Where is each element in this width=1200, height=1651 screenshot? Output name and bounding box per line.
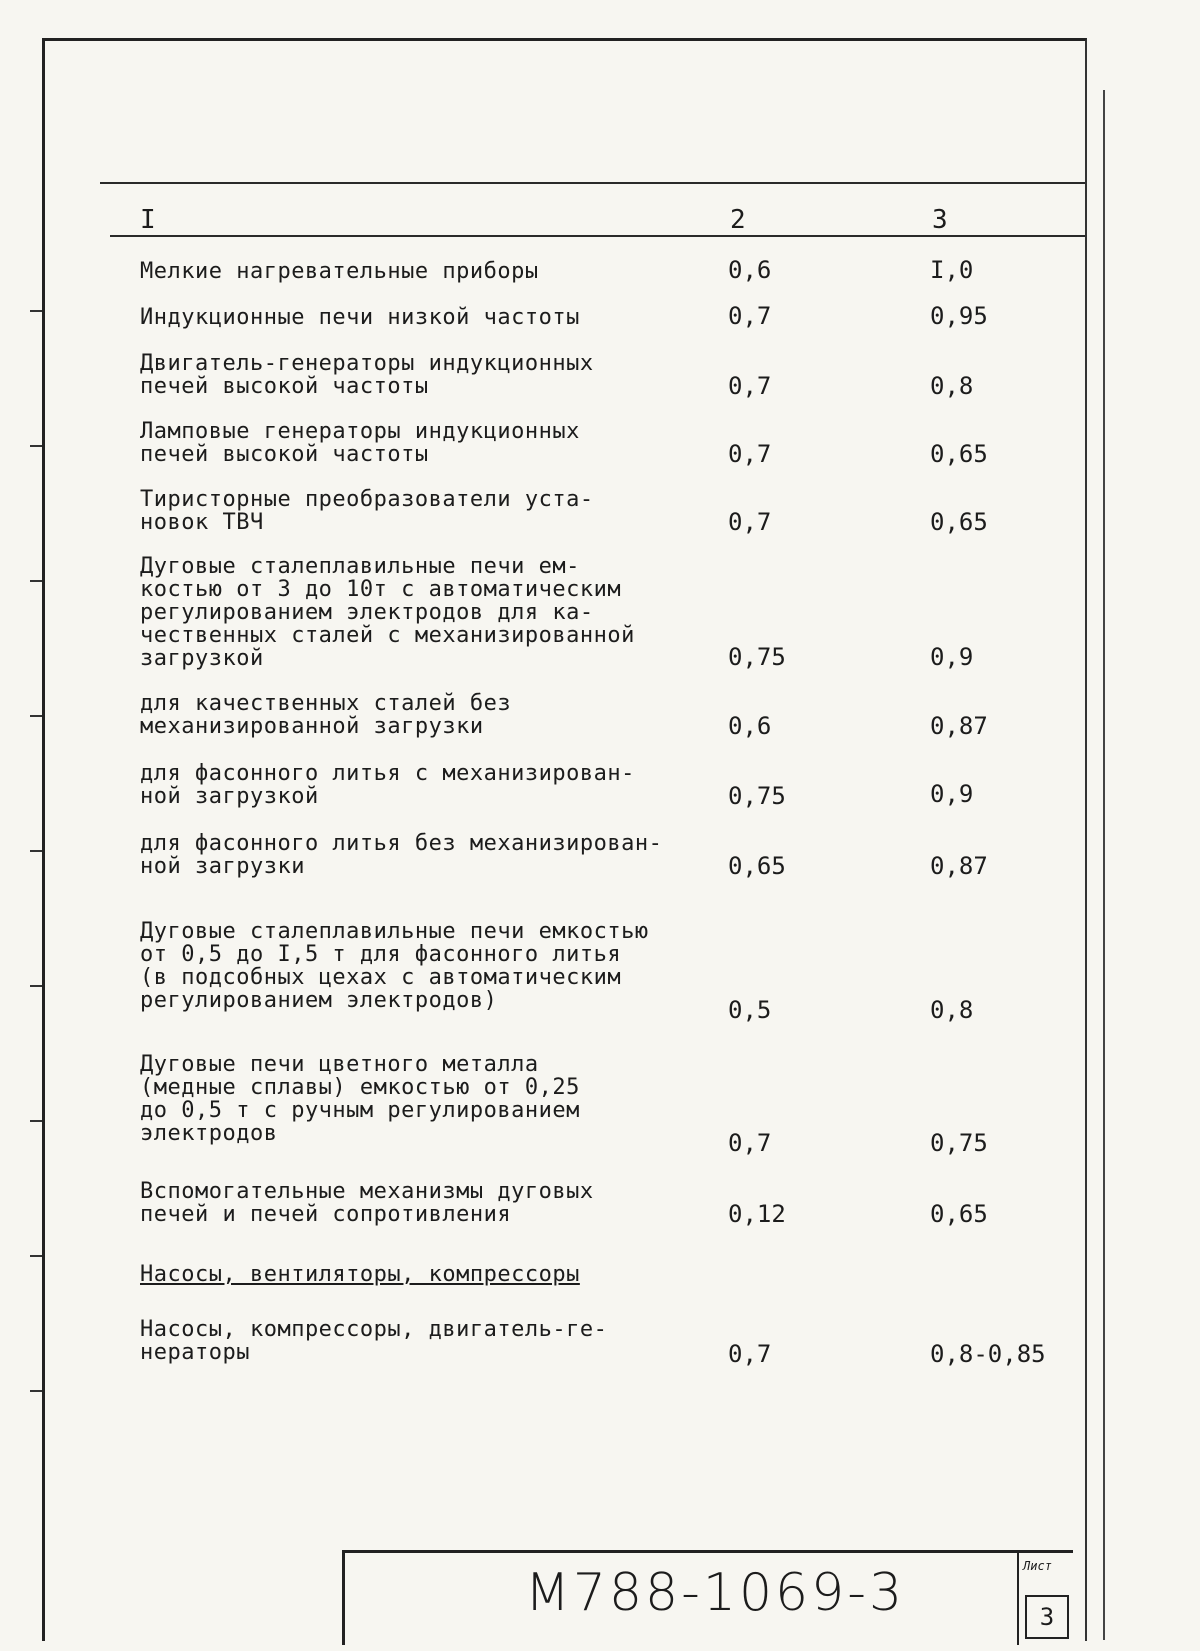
- row-label: Тиристорные преобразователи уста- новок ТВЧ: [140, 487, 594, 535]
- row-label: Мелкие нагревательные приборы: [140, 259, 539, 284]
- value-col3: 0,87: [930, 712, 988, 740]
- column-header-1: I: [140, 205, 156, 235]
- section-title: Насосы, вентиляторы, компрессоры: [140, 1262, 580, 1287]
- value-col3: 0,95: [930, 302, 988, 330]
- value-col3: 0,87: [930, 852, 988, 880]
- value-col2: 0,65: [728, 852, 786, 880]
- value-col2: 0,7: [728, 440, 772, 468]
- row-label: для качественных сталей без механизированной загрузки: [140, 691, 512, 739]
- value-col3: 0,75: [930, 1129, 988, 1157]
- table-top-rule: [100, 182, 1085, 184]
- value-col2: 0,75: [728, 782, 786, 810]
- row-label: Дуговые сталеплавильные печи ем- костью от 3 до 10т с автоматическим регулированием электродов для ка- чественных сталей с механизированной загрузкой: [140, 554, 635, 671]
- value-col2: 0,7: [728, 508, 772, 536]
- row-label: Индукционные печи низкой частоты: [140, 305, 580, 330]
- value-col3: 0,8: [930, 372, 974, 400]
- sheet-number: 3: [1025, 1595, 1069, 1639]
- row-label: для фасонного литья без механизирован- ной загрузки: [140, 831, 663, 879]
- row-label: Дуговые печи цветного металла (медные сплавы) емкостью от 0,25 до 0,5 т с ручным регулированием электродов: [140, 1052, 580, 1146]
- value-col2: 0,7: [728, 372, 772, 400]
- value-col3: I,0: [930, 256, 974, 284]
- column-header-2: 2: [730, 205, 746, 235]
- row-label: Вспомогательные механизмы дуговых печей и печей сопротивления: [140, 1179, 594, 1227]
- value-col3: 0,65: [930, 440, 988, 468]
- value-col2: 0,75: [728, 643, 786, 671]
- value-col2: 0,12: [728, 1200, 786, 1228]
- value-col3: 0,9: [930, 643, 974, 671]
- value-col2: 0,7: [728, 302, 772, 330]
- row-label: Двигатель-генераторы индукционных печей высокой частоты: [140, 351, 594, 399]
- sheet-box: [1017, 1553, 1073, 1645]
- value-col3: 0,9: [930, 780, 974, 808]
- value-col3: 0,8-0,85: [930, 1340, 1046, 1368]
- sheet-label: Лист: [1023, 1559, 1052, 1573]
- value-col3: 0,65: [930, 1200, 988, 1228]
- value-col2: 0,5: [728, 996, 772, 1024]
- value-col2: 0,6: [728, 712, 772, 740]
- column-header-3: 3: [932, 205, 948, 235]
- document-code: М788-1069-3: [525, 1563, 906, 1623]
- value-col2: 0,6: [728, 256, 772, 284]
- value-col3: 0,65: [930, 508, 988, 536]
- row-label: для фасонного литья с механизирован- ной загрузкой: [140, 761, 635, 809]
- row-label: Насосы, компрессоры, двигатель-ге- нераторы: [140, 1317, 608, 1365]
- binding-line: [1103, 90, 1105, 1640]
- value-col2: 0,7: [728, 1129, 772, 1157]
- header-rule: [110, 235, 1085, 237]
- title-block: [342, 1550, 1073, 1645]
- row-label: Ламповые генераторы индукционных печей высокой частоты: [140, 419, 580, 467]
- value-col2: 0,7: [728, 1340, 772, 1368]
- value-col3: 0,8: [930, 996, 974, 1024]
- row-label: Дуговые сталеплавильные печи емкостью от 0,5 до I,5 т для фасонного литья (в подсобных цехах с автоматическим регулированием электродов): [140, 919, 649, 1013]
